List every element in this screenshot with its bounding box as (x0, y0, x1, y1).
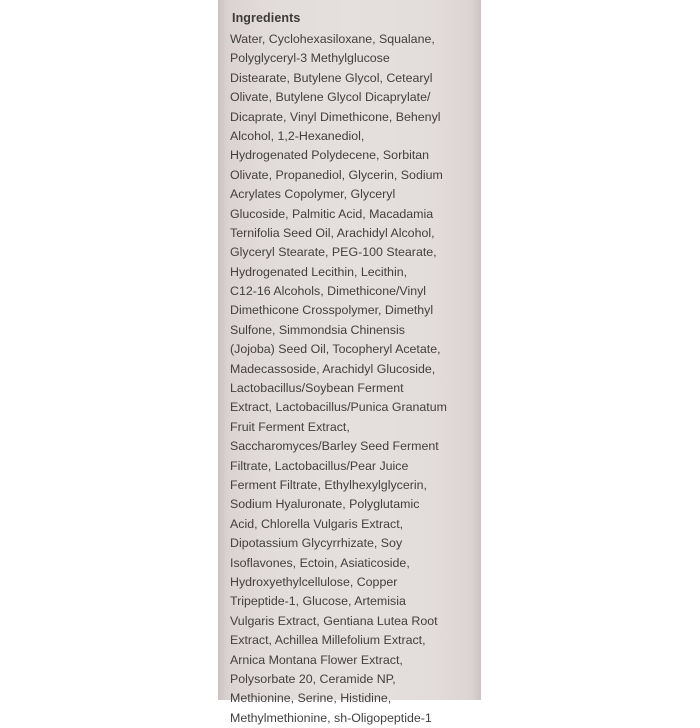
ingredient-line: Olivate, Butylene Glycol Dicaprylate/ (230, 90, 431, 105)
ingredient-line: Isoflavones, Ectoin, Asiaticoside, (230, 555, 410, 570)
ingredient-line: Ferment Filtrate, Ethylhexylglycerin, (230, 477, 427, 492)
ingredient-line: Ternifolia Seed Oil, Arachidyl Alcohol, (230, 225, 435, 240)
ingredient-line: Hydrogenated Polydecene, Sorbitan (230, 148, 430, 163)
ingredient-line: Fruit Ferment Extract, (230, 419, 350, 434)
ingredient-line: Dicaprate, Vinyl Dimethicone, Behenyl (230, 109, 441, 124)
ingredient-line: C12-16 Alcohols, Dimethicone/Vinyl (230, 284, 427, 299)
ingredient-line: Distearate, Butylene Glycol, Cetearyl (230, 70, 433, 85)
ingredient-line: Extract, Achillea Millefolium Extract, (230, 633, 426, 648)
ingredient-list (230, 30, 447, 728)
ingredient-line: Hydroxyethylcellulose, Copper (230, 574, 398, 589)
ingredient-line: Olivate, Propanediol, Glycerin, Sodium (230, 167, 443, 182)
ingredient-line: Methionine, Serine, Histidine, (230, 691, 392, 706)
ingredient-line: Alcohol, 1,2-Hexanediol, (230, 128, 365, 143)
ingredient-line: Saccharomyces/Barley Seed Ferment (230, 439, 439, 454)
ingredient-line: Sodium Hyaluronate, Polyglutamic (230, 497, 420, 512)
ingredient-line: Acrylates Copolymer, Glyceryl (230, 187, 396, 202)
ingredient-line: Sulfone, Simmondsia Chinensis (230, 322, 405, 337)
ingredient-line: Methylmethionine, sh-Oligopeptide-1 (230, 710, 432, 725)
ingredient-line: Water, Cyclohexasiloxane, Squalane, (230, 32, 435, 46)
ingredient-line: Vulgaris Extract, Gentiana Lutea Root (230, 613, 438, 628)
ingredient-line: Dipotassium Glycyrrhizate, Soy (230, 536, 403, 551)
ingredient-line: Madecassoside, Arachidyl Glucoside, (230, 361, 436, 376)
ingredient-line: Arnica Montana Flower Extract, (230, 652, 403, 667)
ingredients-heading: Ingredients (232, 11, 301, 25)
ingredient-line: Glucoside, Palmitic Acid, Macadamia (230, 206, 434, 221)
ingredients-label-panel (218, 0, 481, 725)
ingredient-line: Filtrate, Lactobacillus/Pear Juice (230, 458, 409, 473)
ingredient-line: Glyceryl Stearate, PEG-100 Stearate, (230, 245, 437, 260)
ingredient-line: Extract, Lactobacillus/Punica Granatum (230, 400, 447, 415)
ingredient-line: Acid, Chlorella Vulgaris Extract, (230, 516, 404, 531)
ingredient-line: Hydrogenated Lecithin, Lecithin, (230, 264, 408, 279)
ingredient-line: (Jojoba) Seed Oil, Tocopheryl Acetate, (230, 342, 441, 357)
ingredient-line: Lactobacillus/Soybean Ferment (230, 381, 404, 396)
ingredient-line: Tripeptide-1, Glucose, Artemisia (230, 594, 406, 609)
ingredient-line: Polysorbate 20, Ceramide NP, (230, 671, 396, 686)
ingredient-line: Polyglyceryl-3 Methylglucose (230, 51, 390, 66)
ingredient-line: Dimethicone Crosspolymer, Dimethyl (230, 303, 434, 318)
